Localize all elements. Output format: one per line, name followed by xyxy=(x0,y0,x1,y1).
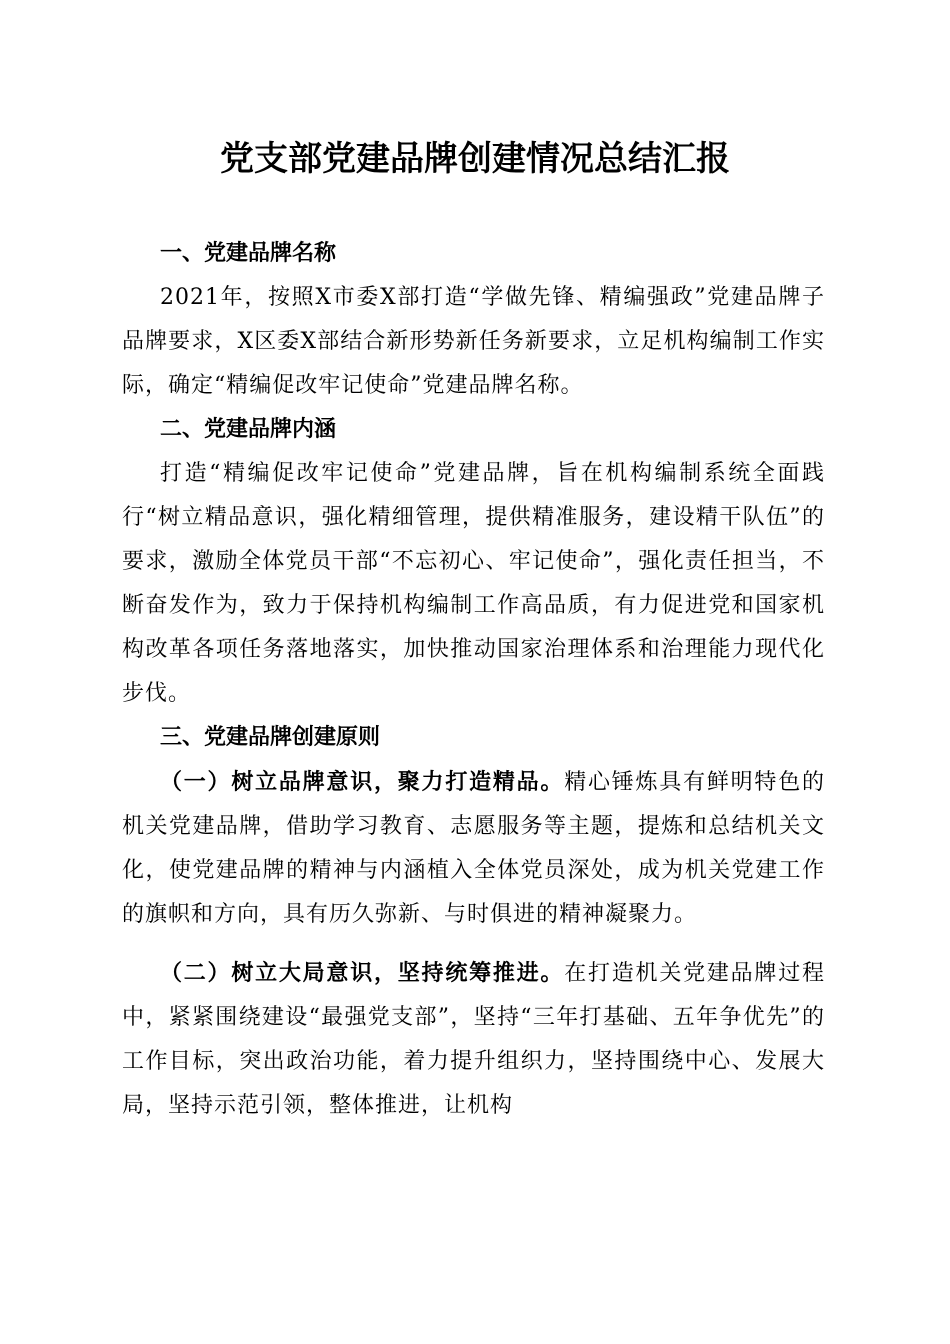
section-heading-principles: 三、党建品牌创建原则 xyxy=(160,725,381,750)
section-heading-name: 一、党建品牌名称 xyxy=(160,241,337,266)
principle-text: 在打造机关党建品牌过程中，紧紧围绕建设“最强党支部”，坚持“三年打基础、五年争优先”的工作目标，突出政治功能，着力提升组织力，坚持围绕中心、发展大局，坚持示范引领，整体推进，让机构 xyxy=(122,961,825,1118)
section-heading-connotation: 二、党建品牌内涵 xyxy=(160,417,337,442)
paragraph-gap xyxy=(122,937,825,951)
principle-lead: （一）树立品牌意识，聚力打造精品。 xyxy=(160,769,565,795)
principle-text: 精心锤炼具有鲜明特色的机关党建品牌，借助学习教育、志愿服务等主题，提炼和总结机关文化，使党建品牌的精神与内涵植入全体党员深处，成为机关党建工作的旗帜和方向，具有历久弥新、与时俱进的精神凝聚力。 xyxy=(122,770,825,927)
principle-item xyxy=(122,951,825,1128)
principle-lead: （二）树立大局意识，坚持统筹推进。 xyxy=(160,960,565,986)
principle-item xyxy=(122,760,825,937)
section-name-paragraph: 2021年，按照X市委X部打造“学做先锋、精编强政”党建品牌子品牌要求，X区委X部结合新形势新任务新要求，立足机构编制工作实际，确定“精编促改牢记使命”党建品牌名称。 xyxy=(122,285,825,398)
document-body xyxy=(122,232,825,1128)
document-title: 党支部党建品牌创建情况总结汇报 xyxy=(220,139,730,179)
section-connotation-paragraph: 打造“精编促改牢记使命”党建品牌，旨在机构编制系统全面践行“树立精品意识，强化精细管理，提供精准服务，建设精干队伍”的要求，激励全体党员干部“不忘初心、牢记使命”，强化责任担当，不断奋发作为，致力于保持机构编制工作高品质，有力促进党和国家机构改革各项任务落地落实，加快推动国家治理体系和治理能力现代化步伐。 xyxy=(122,461,825,706)
